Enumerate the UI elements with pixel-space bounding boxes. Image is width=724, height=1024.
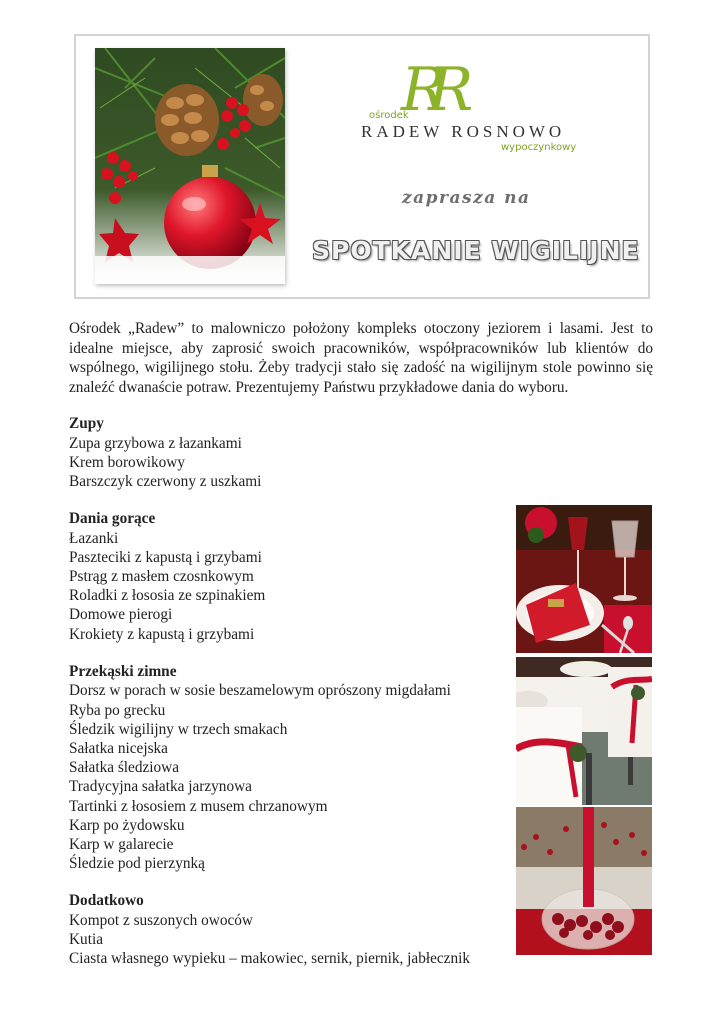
menu-section-cold-appetizers <box>69 662 509 874</box>
section-title: Dodatkowo <box>69 892 144 910</box>
menu-item: Barszczyk czerwony z uszkami <box>69 472 262 490</box>
section-title: Przekąski zimne <box>69 662 177 680</box>
intro-paragraph: Ośrodek „Radew” to malowniczo położony kompleks otoczony jeziorem i lasami. Jest to idealne miejsce, aby zaprosić swoich pracowników, współpracowników lub klientów do wspólnego, wigilijnego stołu. Żeby tradycji stało się zadość na wigilijnym stole powinno się znaleźć dwanaście potraw. Prezentujemy Państwu przykładowe dania do wyboru. <box>69 320 653 396</box>
menu-item: Krokiety z kapustą i grzybami <box>69 625 255 643</box>
menu-item: Sałatka śledziowa <box>69 759 180 777</box>
menu-item: Pstrąg z masłem czosnkowym <box>69 568 254 586</box>
christmas-ornament-photo <box>95 48 285 284</box>
logo-label-bottom: wypoczynkowy <box>501 142 577 153</box>
menu-item: Karp w galarecie <box>69 835 174 853</box>
menu-item: Krem borowikowy <box>69 453 185 471</box>
menu-item: Karp po żydowsku <box>69 816 185 834</box>
section-title: Zupy <box>69 415 104 432</box>
menu-item: Domowe pierogi <box>69 606 173 624</box>
menu-item: Kutia <box>69 931 103 949</box>
menu-item: Roladki z łososia ze szpinakiem <box>69 587 266 605</box>
menu-item: Śledzik wigilijny w trzech smakach <box>69 720 288 738</box>
menu-item: Śledzie pod pierzynką <box>69 855 205 873</box>
menu-item: Tartinki z łososiem z musem chrzanowym <box>69 797 328 815</box>
menu <box>69 414 509 986</box>
section-title: Dania gorące <box>69 510 156 528</box>
menu-item: Dorsz w porach w sosie beszamelowym oprószony migdałami <box>69 682 451 700</box>
menu-item: Tradycyjna sałatka jarzynowa <box>69 778 252 796</box>
menu-section-soups <box>69 414 509 491</box>
menu-item: Sałatka nicejska <box>69 739 168 757</box>
invite-text: zaprasza na <box>402 188 531 208</box>
menu-section-extras <box>69 891 509 968</box>
logo <box>361 55 591 156</box>
menu-section-hot-dishes <box>69 509 509 644</box>
menu-item: Kompot z suszonych owoców <box>69 911 253 929</box>
menu-item: Ciasta własnego wypieku – makowiec, sernik, piernik, jabłecznik <box>69 950 471 968</box>
header-banner <box>74 34 650 299</box>
logo-label-top: ośrodek <box>369 110 409 121</box>
event-title: SPOTKANIE WIGILIJNE <box>312 236 640 265</box>
candle-decoration-photo <box>516 807 652 955</box>
decorated-chairs-photo <box>516 657 652 805</box>
menu-item: Paszteciki z kapustą i grzybami <box>69 548 262 566</box>
table-setting-photo <box>516 505 652 653</box>
logo-monogram: RR <box>401 55 456 125</box>
menu-item: Ryba po grecku <box>69 701 166 719</box>
menu-item: Łazanki <box>69 529 119 547</box>
menu-item: Zupa grzybowa z łazankami <box>69 434 242 452</box>
logo-name: RADEW ROSNOWO <box>361 122 566 141</box>
